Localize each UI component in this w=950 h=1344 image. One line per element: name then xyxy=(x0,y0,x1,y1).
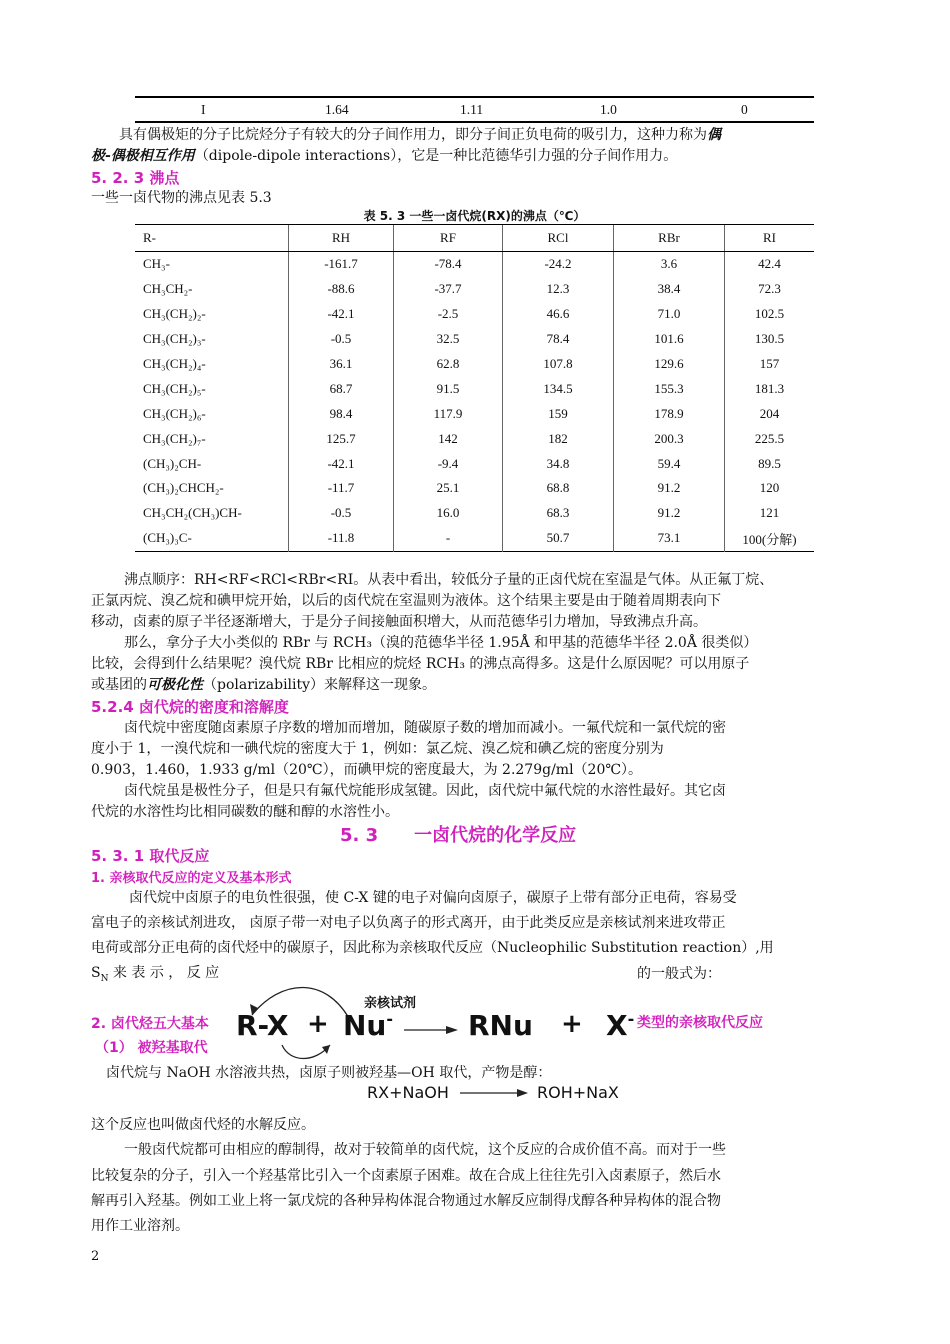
five-types-left: 2. 卤代烃五大基本 xyxy=(91,1016,209,1032)
cell: CH₃(CH₂)₆- xyxy=(143,405,206,421)
bp-line-6 xyxy=(91,675,861,696)
cell: 89.5 xyxy=(725,451,815,476)
boiling-point-table xyxy=(135,224,814,552)
table-row xyxy=(135,401,814,426)
header-r: R- xyxy=(135,225,289,252)
plus-sign-1: + xyxy=(307,1009,329,1039)
table-row xyxy=(135,376,814,401)
top-table-rule-top xyxy=(135,96,814,98)
cell: 34.8 xyxy=(503,451,614,476)
hydroxy-line-6: 用作工业溶剂。 xyxy=(91,1218,189,1234)
section-524-title: 5.2.4 卤代烷的密度和溶解度 xyxy=(91,698,289,716)
top-cell-1: 1.64 xyxy=(325,102,349,117)
table-header-row xyxy=(135,225,814,252)
cell: 73.1 xyxy=(614,526,725,551)
hydrolysis-arrow xyxy=(460,1085,530,1101)
nucleophile-charge: - xyxy=(386,1009,394,1029)
cell: 159 xyxy=(503,401,614,426)
equation-left: RX+NaOH xyxy=(367,1083,449,1102)
bp-line-6a: 或基团的 xyxy=(91,677,147,693)
hydroxy-title: （1） 被羟基取代 xyxy=(95,1040,208,1056)
density-line-3: 0.903，1.460，1.933 g/ml（20℃），而碘甲烷的密度最大，为 2.279g/ml（20℃）。 xyxy=(91,762,643,778)
sn-line-1: 卤代烷中卤原子的电负性很强，使 C-X 键的电子对偏向卤原子，碳原子上带有部分正电荷，容易受 xyxy=(129,890,737,906)
density-line-2: 度小于 1，一溴代烷和一碘代烷的密度大于 1，例如：氯乙烷、溴乙烷和碘乙烷的密度分别为 xyxy=(91,741,664,757)
table-row xyxy=(135,501,814,526)
cell: -88.6 xyxy=(289,277,394,302)
cell: CH₃(CH₂)₂- xyxy=(143,306,206,322)
cell: -24.2 xyxy=(503,252,614,277)
density-line-1: 卤代烷中密度随卤素原子序数的增加而增加，随碳原子数的增加而减小。一氟代烷和一氯代烷的密 xyxy=(124,720,726,736)
section-523-title: 5. 2. 3 沸点 xyxy=(91,169,180,187)
cell: 98.4 xyxy=(289,401,394,426)
table-row xyxy=(135,302,814,327)
top-table-row xyxy=(135,99,814,121)
top-table-rule-bottom xyxy=(135,121,814,123)
table-row xyxy=(135,476,814,501)
reagent-label: 亲核试剂 xyxy=(364,996,417,1011)
dipole-line-1 xyxy=(91,125,889,146)
header-rf: RF xyxy=(394,225,503,252)
cell: 200.3 xyxy=(614,426,725,451)
cell: -78.4 xyxy=(394,252,503,277)
cell: 91.2 xyxy=(614,476,725,501)
cell: -2.5 xyxy=(394,302,503,327)
dipole-text-2: （dipole-dipole interactions），它是一种比范德华引力强的分子间作用力。 xyxy=(194,148,678,164)
section-531-title: 5. 3. 1 取代反应 xyxy=(91,847,210,865)
cell: 178.9 xyxy=(614,401,725,426)
cell: 71.0 xyxy=(614,302,725,327)
bp-line-5: 比较，会得到什么结果呢？溴代烷 RBr 比相应的烷烃 RCH₃ 的沸点高得多。这是什么原因呢？可以用原子 xyxy=(91,656,750,672)
cell: CH₃(CH₂)₇- xyxy=(143,430,206,446)
hydroxy-line-3: 一般卤代烷都可由相应的醇制得，故对于较简单的卤代烷，这个反应的合成价值不高。而对于一些 xyxy=(124,1142,726,1158)
cell: -11.7 xyxy=(289,476,394,501)
cell: 46.6 xyxy=(503,302,614,327)
header-rh: RH xyxy=(289,225,394,252)
cell: (CH₃)₂CHCH₂- xyxy=(143,480,224,496)
bp-line-4: 那么，拿分子大小类似的 RBr 与 RCH₃（溴的范德华半径 1.95Å 和甲基的范德华半径 2.0Å 很类似） xyxy=(124,635,758,651)
cell: 107.8 xyxy=(503,352,614,377)
cell: 50.7 xyxy=(503,526,614,551)
cell: -161.7 xyxy=(289,252,394,277)
plus-sign-2: + xyxy=(561,1009,583,1039)
cell: 78.4 xyxy=(503,327,614,352)
cell: 181.3 xyxy=(725,376,815,401)
density-line-5: 代烷的水溶性均比相同碳数的醚和醇的水溶性小。 xyxy=(91,804,399,820)
sn-line-4b: 来 表 示 ， 反 应 xyxy=(108,965,220,981)
cell: CH₃(CH₂)₅- xyxy=(143,380,206,396)
table-row xyxy=(135,352,814,377)
section-523-intro: 一些一卤代物的沸点见表 5.3 xyxy=(91,190,272,206)
cell: 68.8 xyxy=(503,476,614,501)
nucleophile-symbol: Nu xyxy=(343,1009,387,1042)
nucleophilic-subtitle: 1. 亲核取代反应的定义及基本形式 xyxy=(91,871,292,886)
cell: -37.7 xyxy=(394,277,503,302)
top-cell-0: I xyxy=(201,102,206,117)
reaction-arrow-head xyxy=(446,1026,458,1034)
sn-subscript: N xyxy=(100,973,109,984)
hydroxy-line-5: 解再引入羟基。例如工业上将一氯戊烷的各种异构体混合物通过水解反应制得戊醇各种异构体的混合物 xyxy=(91,1193,721,1209)
cell: -11.8 xyxy=(289,526,394,551)
top-cell-3: 1.0 xyxy=(600,102,617,117)
cell: 134.5 xyxy=(503,376,614,401)
hydroxy-line-4: 比较复杂的分子，引入一个羟基常比引入一个卤素原子困难。故在合成上往往先引入卤素原子，然后水 xyxy=(91,1168,721,1184)
cell: - xyxy=(394,526,503,551)
bp-line-6b: （polarizability）来解释这一现象。 xyxy=(203,677,437,693)
cell: 72.3 xyxy=(725,277,815,302)
dipole-emph-2: 极-偶极相互作用 xyxy=(91,148,195,164)
cell: CH₃(CH₂)₃- xyxy=(143,331,206,347)
equation-right: ROH+NaX xyxy=(537,1083,619,1102)
cell: 38.4 xyxy=(614,277,725,302)
page-number: 2 xyxy=(91,1249,100,1264)
cell: 91.2 xyxy=(614,501,725,526)
table-row xyxy=(135,277,814,302)
cell: CH₃CH₂(CH₃)CH- xyxy=(143,505,242,521)
table-row xyxy=(135,327,814,352)
bp-line-3: 移动，卤素的原子半径逐渐增大，于是分子间接触面积增大，从而范德华引力增加，导致沸点升高。 xyxy=(91,614,707,630)
cell: 100(分解) xyxy=(725,526,815,551)
top-cell-2: 1.11 xyxy=(460,102,484,117)
cell: 12.3 xyxy=(503,277,614,302)
section-53-title: 5. 3 一卤代烷的化学反应 xyxy=(340,825,577,846)
dipole-line-2 xyxy=(91,146,861,167)
cell: 42.4 xyxy=(725,252,815,277)
table-caption: 表 5. 3 一些一卤代烷(RX)的沸点（℃） xyxy=(363,209,586,223)
leaving-group-symbol: X xyxy=(606,1009,628,1042)
cell: 182 xyxy=(503,426,614,451)
cell: 142 xyxy=(394,426,503,451)
cell: 3.6 xyxy=(614,252,725,277)
cell: 91.5 xyxy=(394,376,503,401)
cell: -9.4 xyxy=(394,451,503,476)
table-row xyxy=(135,252,814,277)
cell: 62.8 xyxy=(394,352,503,377)
cell: 59.4 xyxy=(614,451,725,476)
cell: 155.3 xyxy=(614,376,725,401)
cell: 101.6 xyxy=(614,327,725,352)
cell: (CH₃)₃C- xyxy=(143,530,192,546)
header-ri: RI xyxy=(725,225,815,252)
dipole-text-1: 具有偶极矩的分子比烷烃分子有较大的分子间作用力，即分子间正负电荷的吸引力，这种力称为 xyxy=(119,127,707,143)
cell: -42.1 xyxy=(289,451,394,476)
cell: CH₃(CH₂)₄- xyxy=(143,356,206,371)
table-row xyxy=(135,451,814,476)
cell: 102.5 xyxy=(725,302,815,327)
reactant-rx: R-X xyxy=(236,1009,289,1042)
cell: 68.3 xyxy=(503,501,614,526)
cell: -0.5 xyxy=(289,327,394,352)
hydroxy-line-2: 这个反应也叫做卤代烃的水解反应。 xyxy=(91,1117,315,1133)
cell: 125.7 xyxy=(289,426,394,451)
leaving-group-charge: - xyxy=(627,1009,635,1029)
cell: 129.6 xyxy=(614,352,725,377)
top-cell-4: 0 xyxy=(741,102,748,117)
cell: 25.1 xyxy=(394,476,503,501)
cell: 204 xyxy=(725,401,815,426)
cell: (CH₃)₂CH- xyxy=(143,455,202,471)
cell: CH₃CH₂- xyxy=(143,281,193,297)
bp-line-1: 沸点顺序：RH<RF<RCl<RBr<RI。从表中看出，较低分子量的正卤代烷在室温是气体。从正氟丁烷、 xyxy=(124,572,774,588)
cell: -42.1 xyxy=(289,302,394,327)
cell: 32.5 xyxy=(394,327,503,352)
five-types-right: 类型的亲核取代反应 xyxy=(637,1015,763,1031)
sn-symbol: S xyxy=(91,965,101,981)
sn-line-4c: 的一般式为： xyxy=(637,966,721,982)
cell: 36.1 xyxy=(289,352,394,377)
density-line-4: 卤代烷虽是极性分子，但是只有氟代烷能形成氢键。因此，卤代烷中氟代烷的水溶性最好。其它卤 xyxy=(124,783,726,799)
cell: 157 xyxy=(725,352,815,377)
sn-line-2: 富电子的亲核试剂进攻， 卤原子带一对电子以负离子的形式离开，由于此类反应是亲核试剂来进攻带正 xyxy=(91,915,726,931)
cell: 130.5 xyxy=(725,327,815,352)
product-rnu: RNu xyxy=(468,1009,533,1042)
table-row xyxy=(135,526,814,551)
sn-line-3: 电荷或部分正电荷的卤代烃中的碳原子，因此称为亲核取代反应（Nucleophilic Substitution reaction）,用 xyxy=(91,940,774,956)
cell: 16.0 xyxy=(394,501,503,526)
cell: 225.5 xyxy=(725,426,815,451)
cell: 68.7 xyxy=(289,376,394,401)
bp-line-2: 正氯丙烷、溴乙烷和碘甲烷开始，以后的卤代烷在室温则为液体。这个结果主要是由于随着周期表向下 xyxy=(91,593,721,609)
cell: -0.5 xyxy=(289,501,394,526)
cell: CH₃- xyxy=(143,256,170,272)
cell: 121 xyxy=(725,501,815,526)
cell: 120 xyxy=(725,476,815,501)
hydroxy-line-1: 卤代烷与 NaOH 水溶液共热，卤原子则被羟基—OH 取代，产物是醇： xyxy=(106,1065,552,1081)
table-row xyxy=(135,426,814,451)
polarizability-emph: 可极化性 xyxy=(147,677,203,693)
header-rbr: RBr xyxy=(614,225,725,252)
dipole-emph-1: 偶 xyxy=(707,127,721,143)
header-rcl: RCl xyxy=(503,225,614,252)
cell: 117.9 xyxy=(394,401,503,426)
